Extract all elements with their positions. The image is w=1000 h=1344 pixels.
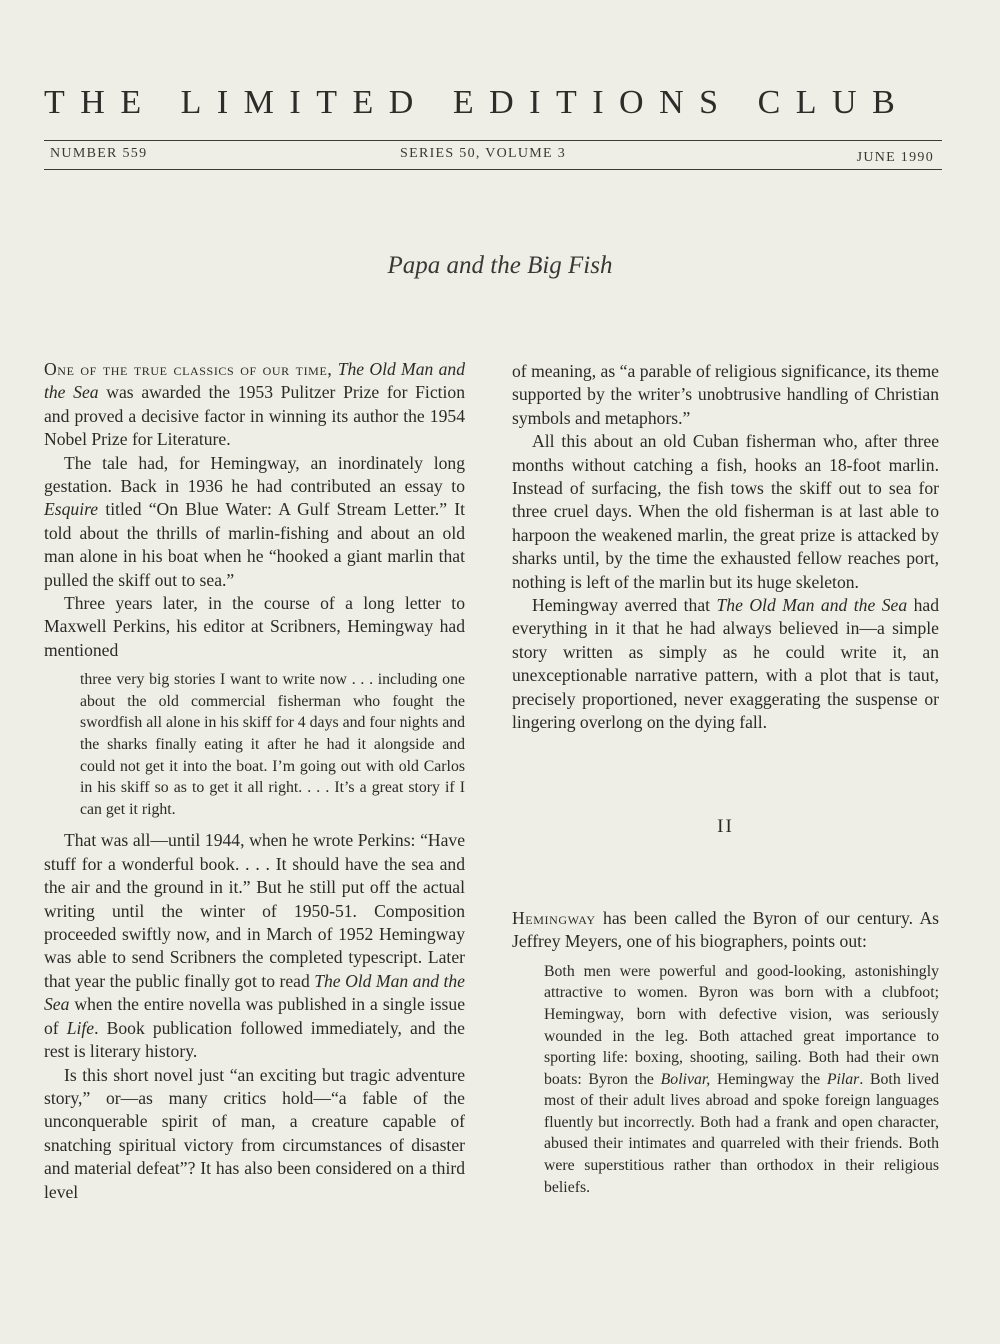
section-numeral: II [717, 815, 734, 837]
lead-in: One of the true classics of our time, [44, 359, 333, 379]
paragraph [44, 452, 465, 592]
issue-number: NUMBER 559 [50, 146, 148, 161]
paragraph: Three years later, in the course of a long letter to Maxwell Perkins, his editor at Scribners, Hemingway had mentioned [44, 593, 465, 660]
paragraph [512, 594, 939, 734]
book-title: The Old Man and the Sea [44, 359, 465, 403]
left-column [44, 358, 465, 1204]
paragraph [44, 358, 465, 452]
paragraph: All this about an old Cuban fisherman who, after three months without catching a fish, hooks an 18-foot marlin. Instead of surfacing, the fish tows the skiff out to sea for three cruel days. When the old fisherman is at last able to harpoon the weakened marlin, the great prize is attacked by sharks until, by the time the exhausted fellow reaches port, nothing is left of the marlin but its huge skeleton. [512, 431, 939, 592]
quote-text: Hemingway the [710, 1070, 827, 1088]
boat-name: Bolivar, [660, 1070, 711, 1088]
block-quote [544, 961, 939, 1199]
top-rule [44, 140, 942, 141]
paragraph-text: The tale had, for Hemingway, an inordinately long gestation. Back in 1936 he had contributed an essay to [44, 452, 465, 497]
paragraph-text: That was all—until 1944, when he wrote Perkins: “Have stuff for a wonderful book. . . . It should have the sea and the air and the ground in it.” But he still put off the actual writing until the winter of 1950-51. Composition proceeded swiftly now, and in March of 1952 Hemingway was able to send Scribners the completed typescript. Later that year the public finally got to read [44, 830, 465, 991]
bottom-rule [44, 169, 942, 170]
paragraph-text: has been called the Byron of our century. As Jeffrey Meyers, one of his biographers, points out: [512, 907, 939, 952]
issue-date: JUNE 1990 [856, 150, 934, 165]
paragraph-text: Hemingway averred that [532, 595, 717, 616]
paragraph-text: titled “On Blue Water: A Gulf Stream Letter.” It told about the thrills of marlin-fishing and about an old man alone in his boat when he “hooked a giant marlin that pulled the skiff out to sea.” [44, 499, 465, 590]
block-quote: three very big stories I want to write now . . . including one about the old commercial fisherman who fought the swordfish all alone in his skiff for 4 days and four nights and the sharks finally eating it after he had it alongside and could not get it into the boat. I’m going out with old Carlos in his skiff so as to get it all right. . . . It’s a great story if I can get it right. [80, 671, 465, 818]
paragraph: Is this short novel just “an exciting but tragic adventure story,” or—as many critics hold—“a fable of the unconquerable spirit of man, a creature capable of snatching spiritual victory from circumstances of disaster and material defeat”? It has also been considered on a third level [44, 1064, 465, 1202]
quote-text: Both men were powerful and good-looking, astonishingly attractive to women. Byron was born with a clubfoot; Hemingway, born with defective vision, was seriously wounded in the leg. Both attached great importance to sporting life: boxing, shooting, sailing. Both had their own boats: Byron the [544, 962, 939, 1088]
book-title: The Old Man and the Sea [44, 970, 465, 1015]
article-title: Papa and the Big Fish [387, 252, 613, 279]
quote-text: . Both lived most of their adult lives abroad and spoke foreign languages fluently but incorrectly. Both had a frank and open character, abused their intimates and quarreled with their friends. Both were superstitious rather than orthodox in their religious beliefs. [544, 1070, 940, 1196]
book-title: The Old Man and the Sea [716, 595, 908, 616]
lead-in: Hemingway [512, 907, 596, 928]
right-column [512, 360, 939, 1207]
magazine-title: Life [66, 1017, 95, 1038]
paragraph-text: was awarded the 1953 Pulitzer Prize for Fiction and proved a decisive factor in winning its author the 1954 Nobel Prize for Literature. [44, 382, 465, 450]
masthead: THE LIMITED EDITIONS CLUB [44, 84, 911, 121]
boat-name: Pilar [826, 1070, 860, 1088]
paragraph-text: . Book publication followed immediately, and the rest is literary history. [44, 1017, 465, 1062]
paragraph-text: when the entire novella was published in a single issue of [44, 994, 465, 1038]
magazine-title: Esquire [44, 499, 99, 520]
paragraph [44, 829, 465, 1063]
paragraph: of meaning, as “a parable of religious significance, its theme supported by the writer’s unobtrusive handling of Christian symbols and metaphors.” [512, 361, 939, 428]
paragraph-text: had everything in it that he had always believed in—a simple story written as simply as he could write it, an unexceptionable narrative pattern, with a plot that is taut, precisely proportioned, never exaggerating the suspense or lingering overlong on the dying fall. [512, 595, 939, 733]
paragraph [512, 907, 939, 954]
series-volume: SERIES 50, VOLUME 3 [400, 146, 567, 161]
